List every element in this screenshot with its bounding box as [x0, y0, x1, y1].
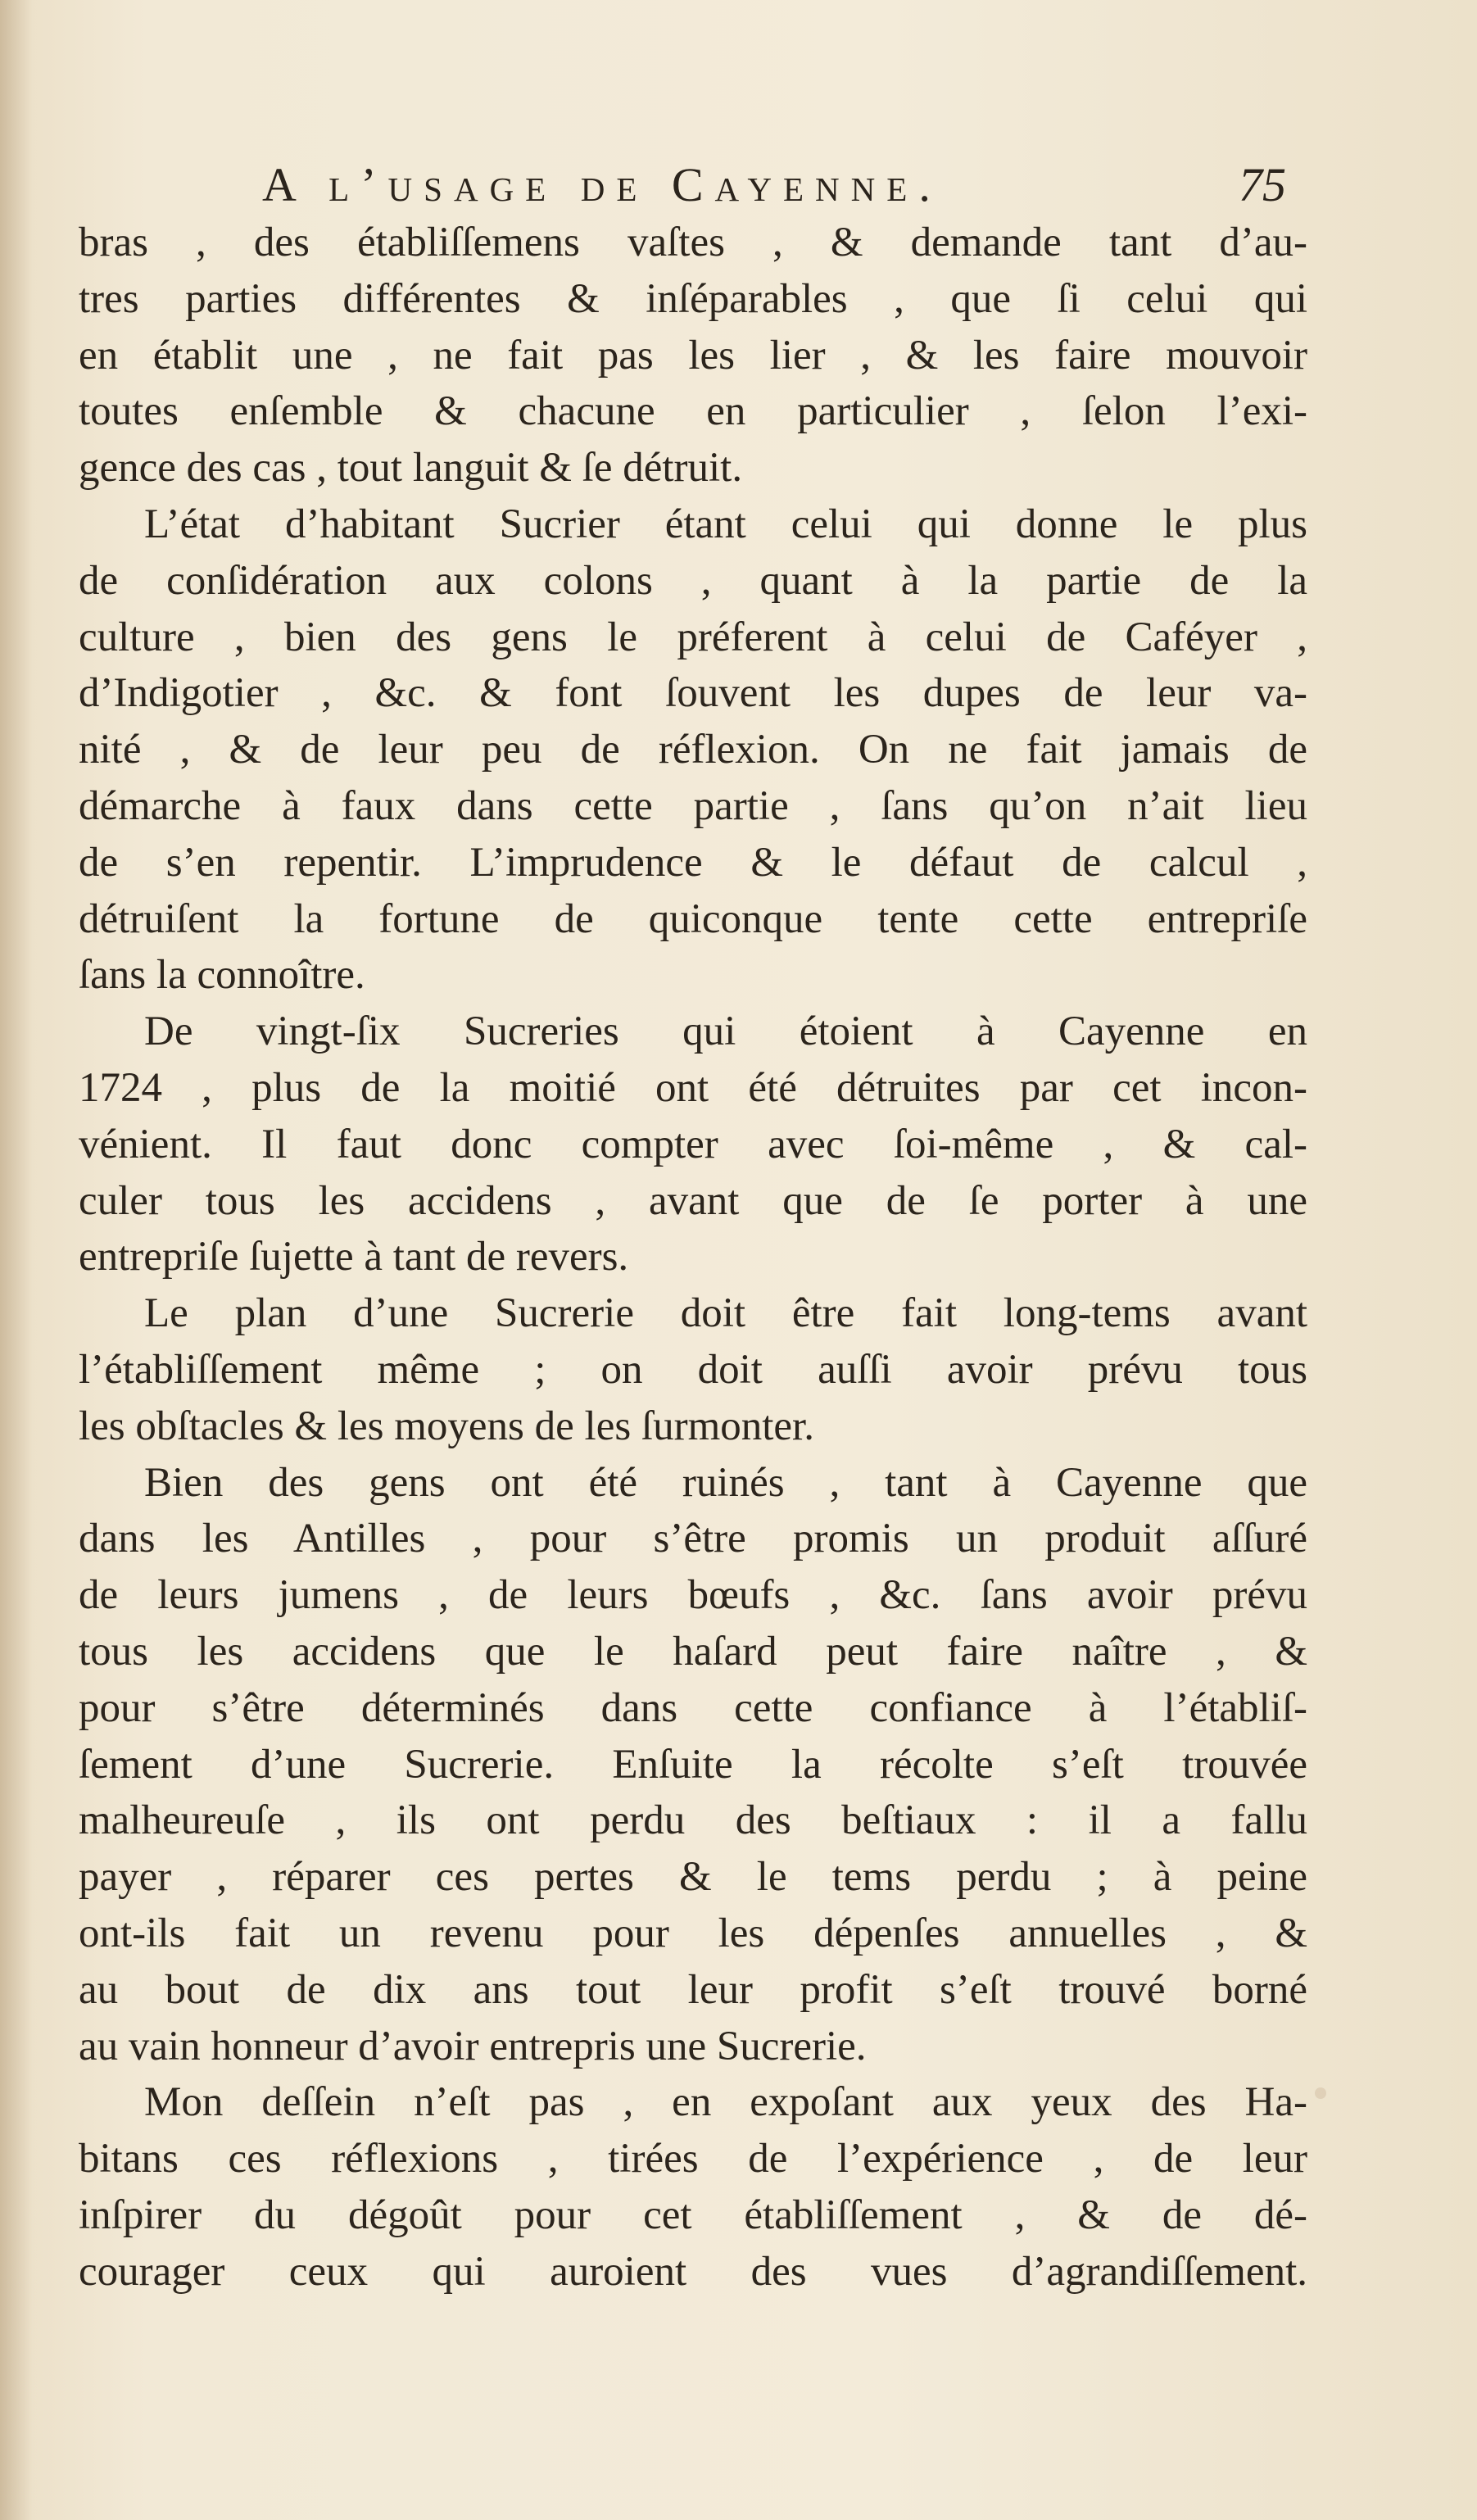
text-line: gence des cas , tout languit & ſe détruit. [79, 445, 743, 492]
text-line: malheureuſe , ils ont perdu des beſtiaux : il a fallu [79, 1797, 1307, 1844]
paragraph-start-line: L’état d’habitant Sucrier étant celui qui donne le plus [144, 501, 1307, 547]
text-line: dans les Antilles , pour s’être promis un produit aſſuré [79, 1516, 1307, 1562]
running-head: A l’usage de Cayenne. [262, 158, 942, 211]
text-line: de leurs jumens , de leurs bœufs , &c. ſans avoir prévu [79, 1572, 1307, 1619]
text-line: l’établiſſement même ; on doit auſſi avoir prévu tous [79, 1346, 1307, 1393]
text-line: au vain honneur d’avoir entrepris une Sucrerie. [79, 2023, 867, 2069]
page-gutter-shadow [0, 0, 33, 2520]
text-line: en établit une , ne fait pas les lier , & les faire mouvoir [79, 332, 1307, 378]
text-line: entrepriſe ſujette à tant de revers. [79, 1234, 629, 1280]
text-line: ont-ils fait un revenu pour les dépenſes annuelles , & [79, 1910, 1307, 1956]
text-line: bitans ces réflexions , tirées de l’expérience , de leur [79, 2136, 1307, 2182]
body-text [79, 215, 1307, 2300]
text-line: pour s’être déterminés dans cette confiance à l’établiſ- [79, 1684, 1307, 1731]
text-line: inſpirer du dégoût pour cet établiſſement , & de dé- [79, 2191, 1307, 2238]
text-line: tres parties différentes & inſéparables , que ſi celui qui [79, 275, 1307, 322]
paragraph-start-line: De vingt-ſix Sucreries qui étoient à Cayenne en [144, 1008, 1307, 1055]
text-line: de s’en repentir. L’imprudence & le défaut de calcul , [79, 839, 1307, 886]
paragraph-start-line: Le plan d’une Sucrerie doit être fait long-tems avant [144, 1290, 1307, 1337]
text-line: vénient. Il faut donc compter avec ſoi-même , & cal- [79, 1121, 1307, 1167]
text-line: 1724 , plus de la moitié ont été détruites par cet incon- [79, 1064, 1307, 1111]
text-line: culer tous les accidens , avant que de ſe porter à une [79, 1177, 1307, 1224]
page-number: 75 [1239, 158, 1286, 211]
paragraph-start-line: Bien des gens ont été ruinés , tant à Cayenne que [144, 1459, 1307, 1506]
text-line: tous les accidens que le haſard peut faire naître , & [79, 1628, 1307, 1675]
text-line: culture , bien des gens le préferent à celui de Caféyer , [79, 614, 1307, 660]
text-line: au bout de dix ans tout leur profit s’eſt trouvé borné [79, 1966, 1307, 2013]
page-header [238, 157, 1286, 223]
paragraph-start-line: Mon deſſein n’eſt pas , en expoſant aux yeux des Ha- [144, 2079, 1307, 2126]
text-line: de conſidération aux colons , quant à la partie de la [79, 557, 1307, 604]
paper-stain [1315, 2087, 1326, 2099]
text-line: nité , & de leur peu de réflexion. On ne fait jamais de [79, 727, 1307, 773]
text-line: toutes enſemble & chacune en particulier , ſelon l’exi- [79, 388, 1307, 435]
text-line: bras , des établiſſemens vaſtes , & demande tant d’au- [79, 220, 1307, 265]
text-line: ſement d’une Sucrerie. Enſuite la récolte s’eſt trouvée [79, 1741, 1307, 1788]
text-line: les obſtacles & les moyens de les ſurmonter. [79, 1403, 814, 1449]
text-line: courager ceux qui auroient des vues d’agrandiſſement. [79, 2248, 1307, 2295]
text-line: payer , réparer ces pertes & le tems perdu ; à peine [79, 1854, 1307, 1901]
text-line: détruiſent la fortune de quiconque tente cette entrepriſe [79, 895, 1307, 942]
text-line: d’Indigotier , &c. & font ſouvent les dupes de leur va- [79, 670, 1307, 717]
text-line: démarche à faux dans cette partie , ſans qu’on n’ait lieu [79, 782, 1307, 829]
text-line: ſans la connoître. [79, 952, 365, 999]
